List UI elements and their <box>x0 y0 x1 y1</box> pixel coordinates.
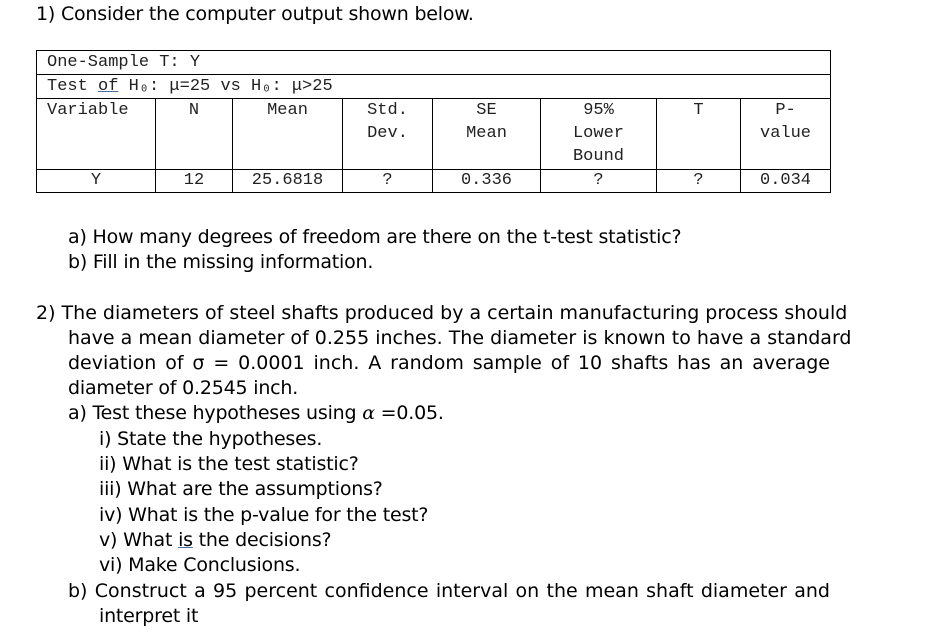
test-prefix: Test <box>47 77 99 96</box>
q2-part-b-line-2: interpret it <box>99 605 199 627</box>
q2-line-2: have a mean diameter of 0.255 inches. The diameter is known to have a standard <box>68 327 852 349</box>
table-test-line <box>37 75 831 99</box>
q1-part-a: a) How many degrees of freedom are there on the t-test statistic? <box>68 226 682 248</box>
q2-part-b-line-1: b) Construct a 95 percent confidence interval on the mean shaft diameter and <box>68 580 830 602</box>
test-of: of <box>98 77 119 96</box>
q2-sub-i: i) State the hypotheses. <box>99 428 323 450</box>
table-title: One-Sample T: Y <box>37 51 831 75</box>
alpha-symbol: α <box>362 402 375 424</box>
cell-variable: Y <box>37 170 156 193</box>
q2-sub-v: v) What is the decisions? <box>99 529 332 551</box>
header-se-mean: SE Mean <box>433 99 541 170</box>
header-lower-bound: 95% Lower Bound <box>541 99 657 170</box>
q2-sub-vi: vi) Make Conclusions. <box>99 554 301 576</box>
q2-sub-iv: iv) What is the p-value for the test? <box>99 504 429 526</box>
header-mean: Mean <box>233 99 343 170</box>
q1-heading: 1) Consider the computer output shown below. <box>36 3 474 25</box>
header-std-dev: Std. Dev. <box>343 99 433 170</box>
cell-n: 12 <box>156 170 233 193</box>
cell-se-mean: 0.336 <box>433 170 541 193</box>
q2-sub-iii: iii) What are the assumptions? <box>99 478 383 500</box>
q2-line-1: 2) The diameters of steel shafts produced by a certain manufacturing process should <box>36 302 848 324</box>
q2-part-a: a) Test these hypotheses using α =0.05. <box>68 402 444 424</box>
q2-sub-ii: ii) What is the test statistic? <box>99 453 359 475</box>
header-n: N <box>156 99 233 170</box>
q2-line-3: deviation of σ = 0.0001 inch. A random sample of 10 shafts has an average <box>68 352 830 374</box>
header-p-value: P- value <box>741 99 831 170</box>
q1-part-b: b) Fill in the missing information. <box>68 251 374 273</box>
header-t: T <box>657 99 741 170</box>
t-test-output-table <box>36 50 831 193</box>
test-hypotheses: H₀: μ=25 vs H₀: μ>25 <box>118 77 333 96</box>
header-variable: Variable <box>37 99 156 170</box>
cell-std-dev: ? <box>343 170 433 193</box>
cell-p-value: 0.034 <box>741 170 831 193</box>
cell-t: ? <box>657 170 741 193</box>
cell-mean: 25.6818 <box>233 170 343 193</box>
q2-line-4: diameter of 0.2545 inch. <box>68 377 299 399</box>
cell-lower-bound: ? <box>541 170 657 193</box>
